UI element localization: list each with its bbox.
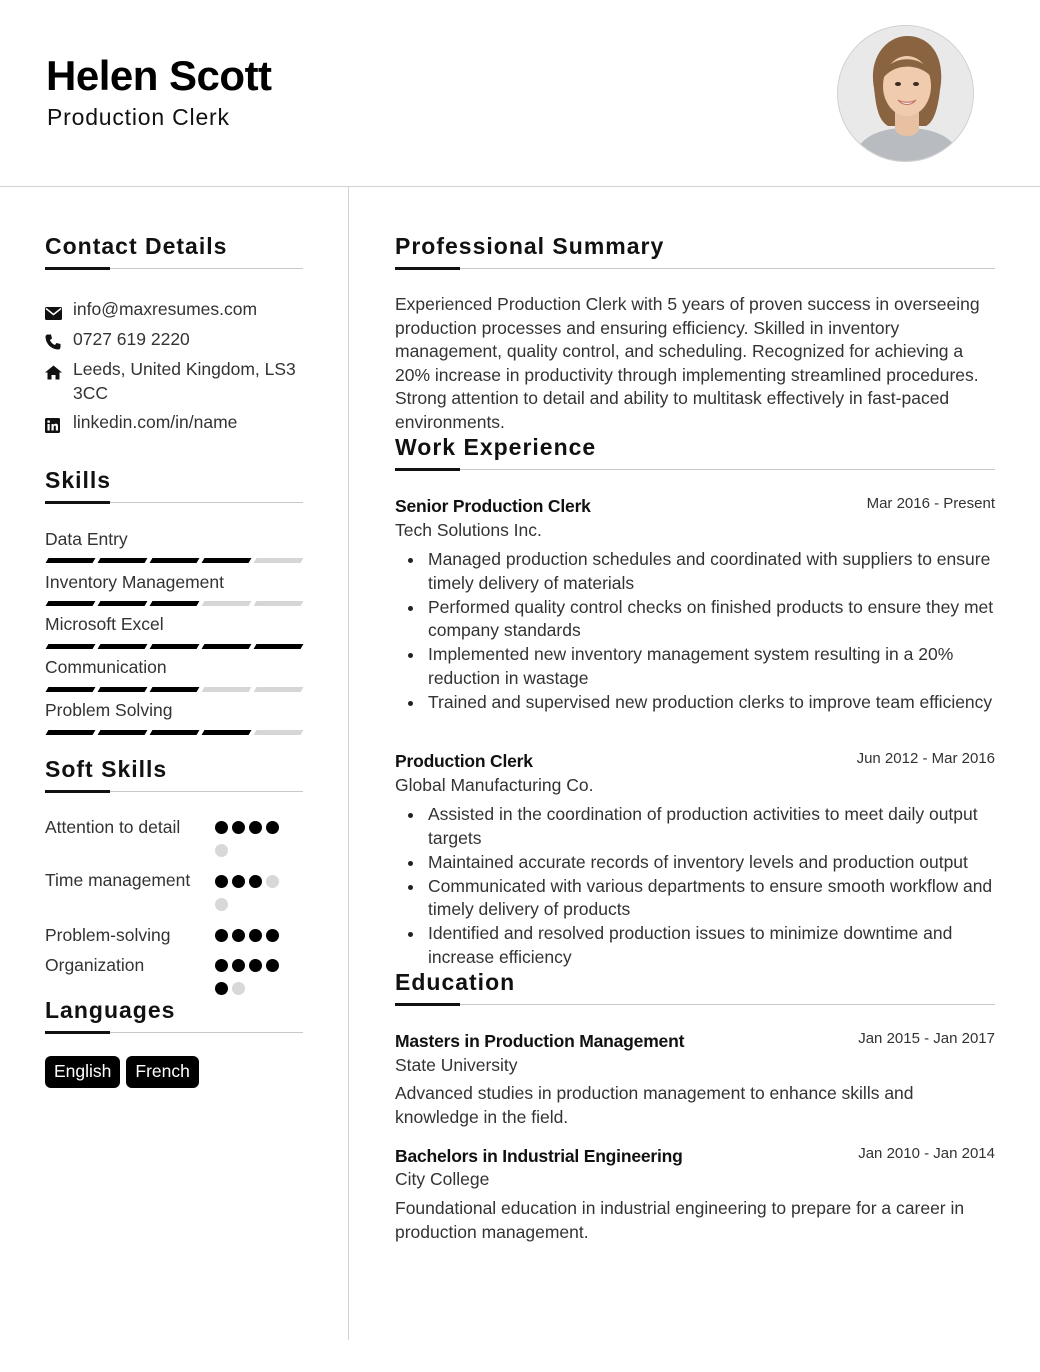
soft-skills-section-rule <box>45 791 303 792</box>
skill-level-bar <box>47 687 302 692</box>
job-dates: Jun 2012 - Mar 2016 <box>856 750 995 767</box>
summary-text: Experienced Production Clerk with 5 years of proven success in overseeing production processes and ensuring efficiency. Skilled in inventory management, quality control, and scheduling. Recognized for achieving a 20% increase in productivity through implementing streamlined procedures. Strong attention to detail and ability to multitask effectively in fast-paced environments. <box>395 294 980 432</box>
education-description: Advanced studies in production management to enhance skills and knowledge in the field. <box>395 1083 914 1127</box>
skill-label: Problem Solving <box>45 700 173 720</box>
soft-skills-section-title: Soft Skills <box>45 756 168 782</box>
job-title: Production Clerk <box>395 751 533 771</box>
languages-section-title: Languages <box>45 997 176 1023</box>
job-bullets <box>395 548 995 715</box>
contact-address-text: Leeds, United Kingdom, LS3 3CC <box>73 359 296 403</box>
rating-dot-filled <box>215 929 228 942</box>
education-description: Foundational education in industrial engineering to prepare for a career in production management. <box>395 1198 965 1242</box>
skill-level-bar <box>47 558 302 563</box>
job-bullet: Implemented new inventory management system resulting in a 20% reduction in wastage <box>395 643 995 690</box>
skill-segment-empty <box>202 601 252 606</box>
resume-header <box>0 0 1040 187</box>
education-section-rule <box>395 1004 995 1005</box>
skill-level-bar <box>47 730 302 735</box>
experience-section-rule <box>395 469 995 470</box>
job-bullet: Managed production schedules and coordinated with suppliers to ensure timely delivery of materials <box>395 548 995 595</box>
skill-segment-filled <box>150 644 200 649</box>
rating-dot-filled <box>232 959 245 972</box>
skill-segment-filled <box>46 644 96 649</box>
language-tags <box>45 1056 199 1088</box>
contact-phone-text: 0727 619 2220 <box>73 329 190 349</box>
rating-dot-filled <box>215 875 228 888</box>
skill-level-bar <box>47 644 302 649</box>
contact-section-title: Contact Details <box>45 233 228 259</box>
phone-icon <box>45 327 73 356</box>
job-bullet: Identified and resolved production issues to minimize downtime and increase efficiency <box>395 922 995 969</box>
job-title: Senior Production Clerk <box>395 496 591 516</box>
avatar-portrait-icon <box>838 26 974 162</box>
summary-section-rule <box>395 268 995 269</box>
skill-segment-filled <box>150 730 200 735</box>
linkedin-icon <box>45 410 73 439</box>
skill-segment-empty <box>254 687 304 692</box>
skill-label: Inventory Management <box>45 572 224 592</box>
soft-skill-label: Attention to detail <box>45 817 181 837</box>
rating-dot-filled <box>232 821 245 834</box>
skill-segment-empty <box>254 601 304 606</box>
skill-segment-empty <box>254 558 304 563</box>
job-bullet: Communicated with various departments to ensure smooth workflow and timely delivery of products <box>395 875 995 922</box>
column-divider <box>348 187 349 1340</box>
language-tag: French <box>126 1056 198 1088</box>
education-school: State University <box>395 1055 518 1075</box>
rating-dot-empty <box>232 982 245 995</box>
skill-segment-filled <box>98 644 148 649</box>
rating-dot-empty <box>266 875 279 888</box>
rating-dot-filled <box>266 821 279 834</box>
profile-photo <box>837 25 974 162</box>
education-degree: Masters in Production Management <box>395 1031 685 1051</box>
contact-linkedin[interactable] <box>45 410 301 439</box>
contact-linkedin-text: linkedin.com/in/name <box>73 412 238 432</box>
skill-segment-filled <box>46 687 96 692</box>
summary-section-title: Professional Summary <box>395 233 665 259</box>
rating-dot-filled <box>266 959 279 972</box>
skills-section-title: Skills <box>45 467 112 493</box>
skill-level-bar <box>47 601 302 606</box>
rating-dot-filled <box>215 959 228 972</box>
rating-dot-filled <box>249 929 262 942</box>
skills-section-rule <box>45 502 303 503</box>
education-dates: Jan 2010 - Jan 2014 <box>858 1145 995 1162</box>
soft-skill-label: Time management <box>45 870 191 890</box>
job-company: Tech Solutions Inc. <box>395 520 542 540</box>
job-company: Global Manufacturing Co. <box>395 775 594 795</box>
skill-label: Communication <box>45 657 167 677</box>
rating-dot-filled <box>249 875 262 888</box>
skill-segment-filled <box>202 558 252 563</box>
rating-dot-filled <box>249 959 262 972</box>
education-section-title: Education <box>395 969 516 995</box>
home-icon <box>45 357 73 386</box>
soft-skill-label: Problem-solving <box>45 925 171 945</box>
rating-dot-filled <box>232 929 245 942</box>
job-bullets <box>395 803 995 970</box>
skill-segment-filled <box>202 644 252 649</box>
candidate-role: Production Clerk <box>47 104 230 130</box>
rating-dot-filled <box>232 875 245 888</box>
envelope-icon <box>45 297 73 326</box>
contact-email-text: info@maxresumes.com <box>73 299 258 319</box>
education-dates: Jan 2015 - Jan 2017 <box>858 1030 995 1047</box>
job-bullet: Maintained accurate records of inventory levels and production output <box>395 851 995 875</box>
skill-segment-empty <box>254 730 304 735</box>
job-bullet: Trained and supervised new production clerks to improve team efficiency <box>395 691 995 715</box>
soft-skill-label: Organization <box>45 955 145 975</box>
skill-segment-empty <box>202 687 252 692</box>
experience-section-title: Work Experience <box>395 434 597 460</box>
skill-segment-filled <box>150 687 200 692</box>
education-degree: Bachelors in Industrial Engineering <box>395 1146 683 1166</box>
skill-segment-filled <box>98 730 148 735</box>
contact-phone[interactable] <box>45 327 301 356</box>
skill-segment-filled <box>46 601 96 606</box>
language-tag: English <box>45 1056 120 1088</box>
skill-segment-filled <box>98 601 148 606</box>
candidate-name: Helen Scott <box>46 52 272 99</box>
skill-segment-filled <box>150 601 200 606</box>
rating-dot-empty <box>215 898 228 911</box>
skill-segment-filled <box>46 730 96 735</box>
education-school: City College <box>395 1169 490 1189</box>
skill-segment-filled <box>150 558 200 563</box>
languages-section-rule <box>45 1032 303 1033</box>
rating-dot-filled <box>215 982 228 995</box>
skill-segment-filled <box>98 687 148 692</box>
skill-label: Data Entry <box>45 529 128 549</box>
rating-dot-empty <box>215 844 228 857</box>
rating-dot-filled <box>215 821 228 834</box>
contact-address <box>45 357 301 405</box>
job-dates: Mar 2016 - Present <box>866 495 995 512</box>
skill-segment-filled <box>98 558 148 563</box>
job-bullet: Performed quality control checks on finished products to ensure they met company standards <box>395 596 995 643</box>
job-bullet: Assisted in the coordination of production activities to meet daily output targets <box>395 803 995 850</box>
skill-segment-filled <box>254 644 304 649</box>
contact-section-rule <box>45 268 303 269</box>
rating-dot-filled <box>249 821 262 834</box>
skill-segment-filled <box>46 558 96 563</box>
rating-dot-filled <box>266 929 279 942</box>
skill-label: Microsoft Excel <box>45 614 164 634</box>
skill-segment-filled <box>202 730 252 735</box>
contact-email[interactable] <box>45 297 301 326</box>
